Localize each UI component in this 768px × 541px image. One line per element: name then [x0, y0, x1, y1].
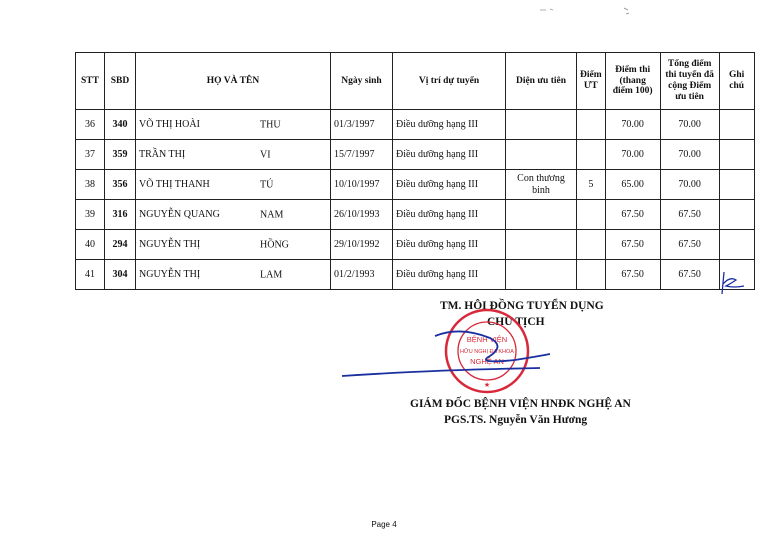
cell-stt: 40	[76, 230, 105, 260]
svg-text:HỮU NGHỊ ĐA KHOA: HỮU NGHỊ ĐA KHOA	[460, 349, 514, 355]
table-row	[76, 140, 755, 170]
cell-name	[136, 140, 331, 170]
cell-priority	[506, 230, 577, 260]
name-given: HỒNG	[260, 238, 289, 250]
signer-name: PGS.TS. Nguyễn Văn Hương	[444, 414, 588, 426]
cell-notes	[719, 200, 754, 230]
cell-notes	[719, 230, 754, 260]
svg-text:BỆNH VIỆN: BỆNH VIỆN	[466, 335, 508, 344]
handwritten-signature	[340, 318, 570, 388]
cell-position: Điều dưỡng hạng III	[393, 230, 506, 260]
cell-total-score: 70.00	[660, 140, 719, 170]
cell-exam-score: 65.00	[605, 170, 660, 200]
cell-name	[136, 110, 331, 140]
cell-dob: 26/10/1993	[331, 200, 393, 230]
cell-notes	[719, 140, 754, 170]
cell-dob: 01/3/1997	[331, 110, 393, 140]
name-surname: NGUYỄN THỊ	[139, 238, 201, 250]
cell-exam-score: 70.00	[605, 140, 660, 170]
cell-total-score: 67.50	[660, 260, 719, 290]
table-body	[76, 110, 755, 290]
cell-stt: 37	[76, 140, 105, 170]
name-given: THU	[260, 118, 281, 130]
cell-dob: 29/10/1992	[331, 230, 393, 260]
cell-position: Điều dưỡng hạng III	[393, 200, 506, 230]
table-row	[76, 230, 755, 260]
cell-stt: 38	[76, 170, 105, 200]
cell-position: Điều dưỡng hạng III	[393, 140, 506, 170]
council-title: TM. HỘI ĐỒNG TUYỂN DỤNG	[440, 300, 604, 312]
cell-name	[136, 260, 331, 290]
header-priority-score: Điểm ƯT	[577, 53, 606, 110]
scan-artifact-marks	[538, 2, 638, 22]
cell-total-score: 70.00	[660, 110, 719, 140]
cell-name	[136, 230, 331, 260]
name-given: LAM	[260, 268, 283, 280]
cell-priority-score	[577, 140, 606, 170]
cell-sbd: 304	[105, 260, 136, 290]
svg-text:NGHỆ AN: NGHỆ AN	[470, 357, 504, 366]
director-title: GIÁM ĐỐC BỆNH VIỆN HNĐK NGHỆ AN	[410, 398, 631, 410]
cell-position: Điều dưỡng hạng III	[393, 260, 506, 290]
cell-priority	[506, 110, 577, 140]
cell-stt: 41	[76, 260, 105, 290]
cell-total-score: 67.50	[660, 200, 719, 230]
header-sbd: SBD	[105, 53, 136, 110]
header-notes: Ghi chú	[719, 53, 754, 110]
cell-priority	[506, 200, 577, 230]
header-priority: Diện ưu tiên	[506, 53, 577, 110]
name-given: VI	[260, 148, 271, 160]
table-header-row	[76, 53, 755, 110]
cell-priority: Con thương binh	[506, 170, 577, 200]
cell-priority	[506, 140, 577, 170]
table-row	[76, 110, 755, 140]
name-surname: NGUYỄN QUANG	[139, 208, 220, 220]
name-surname: TRẦN THỊ	[139, 148, 186, 160]
cell-notes	[719, 170, 754, 200]
cell-dob: 10/10/1997	[331, 170, 393, 200]
header-dob: Ngày sinh	[331, 53, 393, 110]
cell-name	[136, 200, 331, 230]
header-name: HỌ VÀ TÊN	[136, 53, 331, 110]
cell-priority-score	[577, 260, 606, 290]
cell-sbd: 316	[105, 200, 136, 230]
results-table	[75, 52, 755, 290]
cell-notes	[719, 110, 754, 140]
svg-text:★: ★	[483, 381, 491, 389]
cell-name	[136, 170, 331, 200]
name-surname: VÕ THỊ HOÀI	[139, 118, 200, 130]
cell-exam-score: 67.50	[605, 230, 660, 260]
cell-position: Điều dưỡng hạng III	[393, 170, 506, 200]
name-given: NAM	[260, 208, 284, 220]
header-total-score: Tổng điểm thi tuyển đã cộng Điểm ưu tiên	[660, 53, 719, 110]
cell-sbd: 340	[105, 110, 136, 140]
cell-sbd: 356	[105, 170, 136, 200]
cell-dob: 15/7/1997	[331, 140, 393, 170]
cell-priority-score	[577, 110, 606, 140]
cell-priority-score	[577, 200, 606, 230]
table-row	[76, 170, 755, 200]
handwritten-initial-mark	[718, 268, 748, 296]
header-exam-score: Điểm thi (thang điểm 100)	[605, 53, 660, 110]
cell-position: Điều dưỡng hạng III	[393, 110, 506, 140]
table-row	[76, 200, 755, 230]
name-surname: VÕ THỊ THANH	[139, 178, 210, 190]
chair-title: CHỦ TỊCH	[487, 316, 545, 328]
cell-sbd: 359	[105, 140, 136, 170]
name-given: TÚ	[260, 178, 274, 190]
cell-exam-score: 67.50	[605, 260, 660, 290]
header-stt: STT	[76, 53, 105, 110]
cell-total-score: 70.00	[660, 170, 719, 200]
cell-total-score: 67.50	[660, 230, 719, 260]
cell-exam-score: 70.00	[605, 110, 660, 140]
page-number: Page 4	[371, 520, 397, 529]
name-surname: NGUYỄN THỊ	[139, 268, 201, 280]
cell-priority-score: 5	[577, 170, 606, 200]
cell-dob: 01/2/1993	[331, 260, 393, 290]
cell-priority	[506, 260, 577, 290]
cell-sbd: 294	[105, 230, 136, 260]
cell-priority-score	[577, 230, 606, 260]
cell-exam-score: 67.50	[605, 200, 660, 230]
cell-stt: 39	[76, 200, 105, 230]
table-row	[76, 260, 755, 290]
header-position: Vị trí dự tuyển	[393, 53, 506, 110]
cell-stt: 36	[76, 110, 105, 140]
